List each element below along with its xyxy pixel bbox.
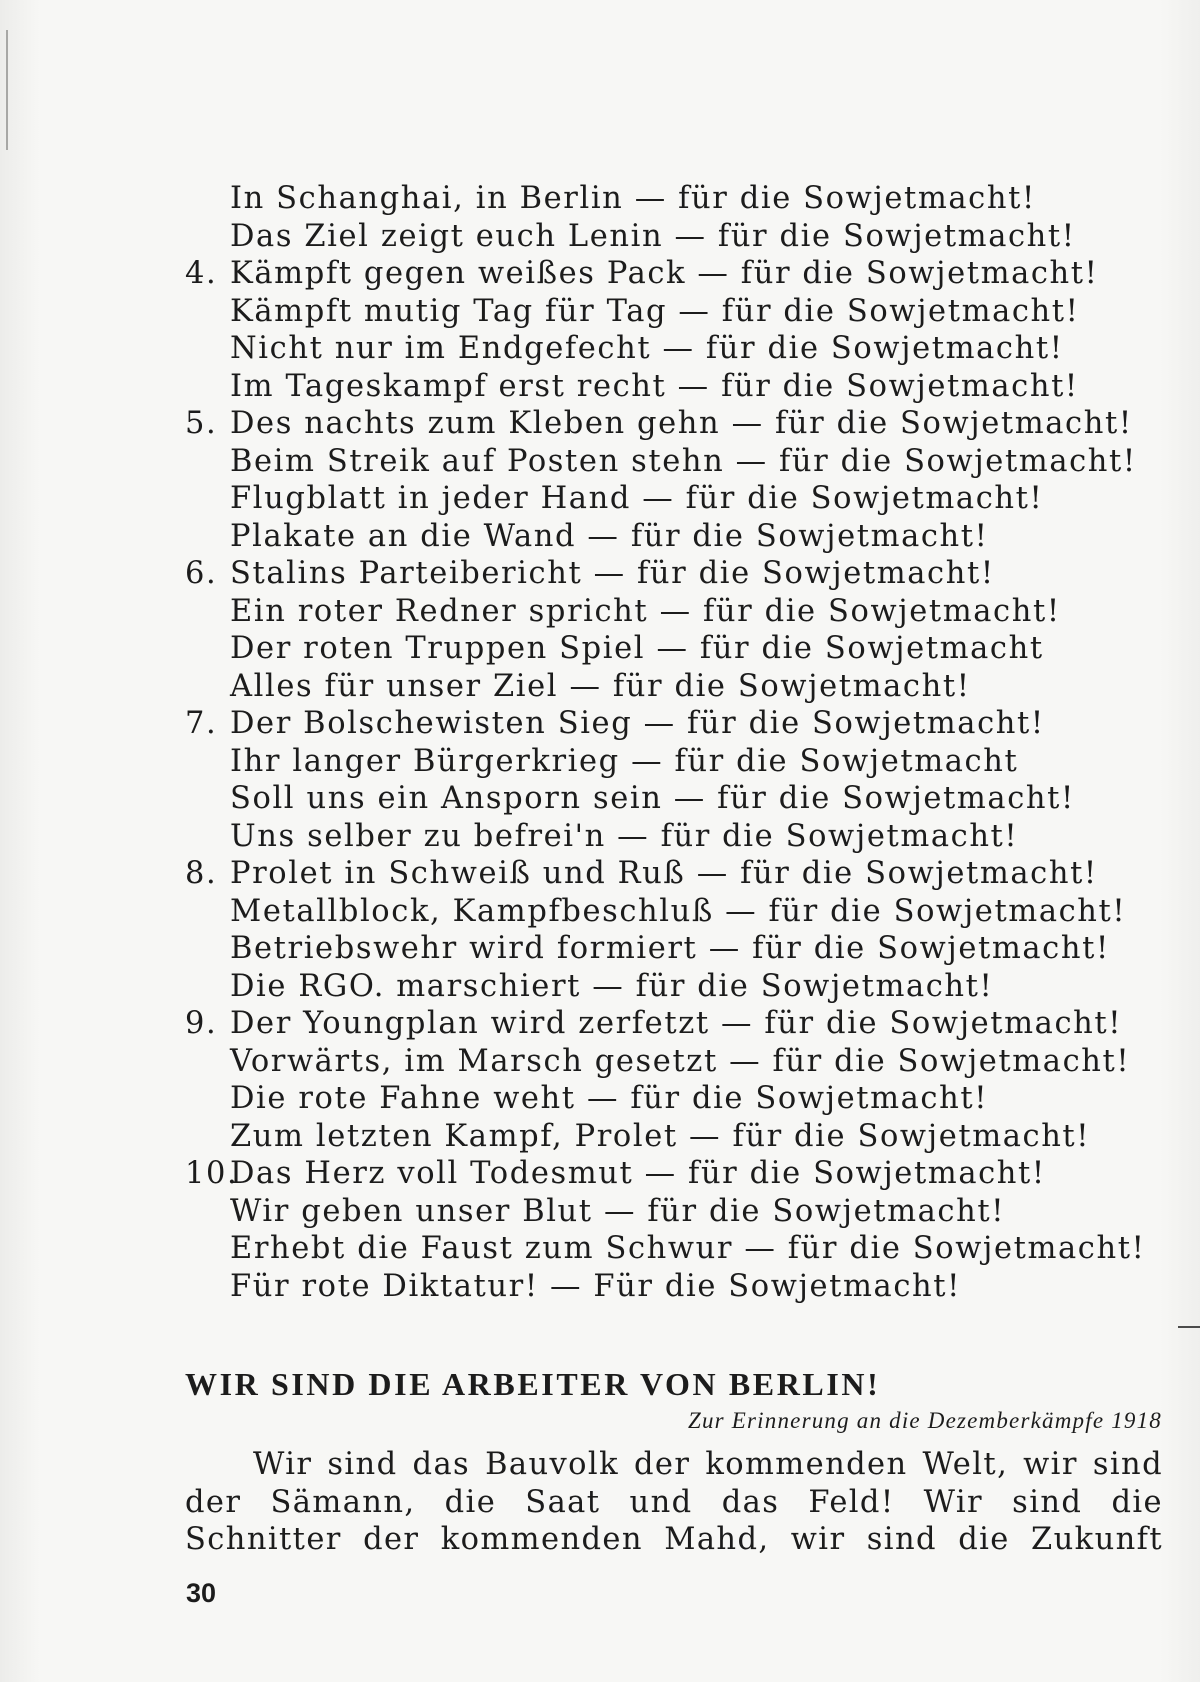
poem-line: Wir sind das Bauvolk der kommenden Welt, wir sind — [253, 1447, 1163, 1482]
verse-text: Das Herz voll Todesmut — für die Sowjetmacht! — [230, 1156, 1046, 1191]
verse-text: Erhebt die Faust zum Schwur — für die Sowjetmacht! — [230, 1231, 1146, 1266]
verse-number: 10. — [185, 1156, 239, 1191]
verse-line — [185, 1118, 1185, 1156]
verse-text: Flugblatt in jeder Hand — für die Sowjetmacht! — [230, 481, 1044, 516]
verse-text: Kämpft gegen weißes Pack — für die Sowjetmacht! — [230, 256, 1099, 291]
verse-line — [185, 293, 1185, 331]
verse-text: Plakate an die Wand — für die Sowjetmacht! — [230, 518, 989, 554]
verse-number: 5. — [185, 406, 218, 441]
verse-line — [185, 1193, 1185, 1231]
poem-line: der Sämann, die Saat und das Feld! Wir sind die — [185, 1484, 1163, 1520]
edge-mark-left — [6, 30, 8, 150]
verse-text: Uns selber zu befrei'n — für die Sowjetmacht! — [230, 818, 1019, 854]
verse-text: Der Youngplan wird zerfetzt — für die Sowjetmacht! — [230, 1006, 1123, 1041]
verse-line — [185, 443, 1185, 481]
verse-text: Soll uns ein Ansporn sein — für die Sowjetmacht! — [230, 781, 1075, 816]
verse-text: Metallblock, Kampfbeschluß — für die Sowjetmacht! — [230, 893, 1127, 929]
verse-text: Zum letzten Kampf, Prolet — für die Sowjetmacht! — [230, 1118, 1091, 1154]
edge-mark-right — [1178, 1326, 1200, 1328]
verse-text: Für rote Diktatur! — Für die Sowjetmacht! — [230, 1268, 961, 1304]
verse-text: Die RGO. marschiert — für die Sowjetmacht! — [230, 968, 994, 1004]
verse-text: Der roten Truppen Spiel — für die Sowjetmacht — [230, 631, 1044, 666]
verse-line — [185, 218, 1185, 256]
verse-line — [185, 743, 1185, 781]
verse-line — [185, 818, 1185, 856]
verse-line — [185, 555, 1185, 593]
poem-text — [185, 1446, 1163, 1559]
verse-line — [185, 780, 1185, 818]
verse-text: Beim Streik auf Posten stehn — für die Sowjetmacht! — [230, 443, 1137, 479]
verse-line — [185, 368, 1185, 406]
verse-line — [185, 180, 1185, 218]
verse-text: Des nachts zum Kleben gehn — für die Sowjetmacht! — [230, 406, 1133, 441]
verse-line — [185, 930, 1185, 968]
verse-line — [185, 1080, 1185, 1118]
verse-line — [185, 893, 1185, 931]
verse-line — [185, 1043, 1185, 1081]
verse-line — [185, 630, 1185, 668]
verse-number: 9. — [185, 1006, 218, 1041]
page-number: 30 — [186, 1578, 217, 1608]
song-verses — [185, 180, 1185, 1305]
verse-line — [185, 1230, 1185, 1268]
verse-number: 4. — [185, 256, 218, 291]
verse-line — [185, 255, 1185, 293]
verse-text: Ihr langer Bürgerkrieg — für die Sowjetmacht — [230, 743, 1019, 779]
verse-line — [185, 1005, 1185, 1043]
verse-text: Stalins Parteibericht — für die Sowjetmacht! — [230, 556, 995, 591]
verse-line — [185, 1268, 1185, 1306]
verse-text: Prolet in Schweiß und Ruß — für die Sowjetmacht! — [230, 856, 1098, 891]
verse-text: Das Ziel zeigt euch Lenin — für die Sowjetmacht! — [230, 218, 1076, 254]
verse-text: Kämpft mutig Tag für Tag — für die Sowjetmacht! — [230, 293, 1080, 329]
verse-line — [185, 518, 1185, 556]
verse-number: 6. — [185, 556, 218, 591]
verse-line — [185, 1155, 1185, 1193]
verse-line — [185, 968, 1185, 1006]
verse-text: Ein roter Redner spricht — für die Sowjetmacht! — [230, 593, 1061, 629]
poem-line: Schnitter der kommenden Mahd, wir sind die Zukunft — [185, 1522, 1163, 1557]
verse-text: Die rote Fahne weht — für die Sowjetmacht! — [230, 1081, 989, 1116]
verse-number: 8. — [185, 856, 218, 891]
verse-text: Im Tageskampf erst recht — für die Sowjetmacht! — [230, 368, 1079, 404]
poem-subtitle: Zur Erinnerung an die Dezemberkämpfe 1918 — [687, 1408, 1162, 1433]
verse-text: Nicht nur im Endgefecht — für die Sowjetmacht! — [230, 331, 1064, 366]
poem-title: WIR SIND DIE ARBEITER VON BERLIN! — [185, 1366, 881, 1402]
verse-line — [185, 593, 1185, 631]
verse-line — [185, 668, 1185, 706]
verse-line — [185, 480, 1185, 518]
verse-text: Der Bolschewisten Sieg — für die Sowjetmacht! — [230, 706, 1045, 741]
verse-line — [185, 855, 1185, 893]
verse-line — [185, 405, 1185, 443]
verse-text: Betriebswehr wird formiert — für die Sowjetmacht! — [230, 931, 1110, 966]
verse-line — [185, 705, 1185, 743]
verse-number: 7. — [185, 706, 218, 741]
verse-text: Vorwärts, im Marsch gesetzt — für die Sowjetmacht! — [230, 1043, 1131, 1079]
verse-line — [185, 330, 1185, 368]
verse-text: Wir geben unser Blut — für die Sowjetmacht! — [230, 1193, 1006, 1229]
verse-text: In Schanghai, in Berlin — für die Sowjetmacht! — [230, 181, 1036, 216]
verse-text: Alles für unser Ziel — für die Sowjetmacht! — [230, 668, 971, 704]
